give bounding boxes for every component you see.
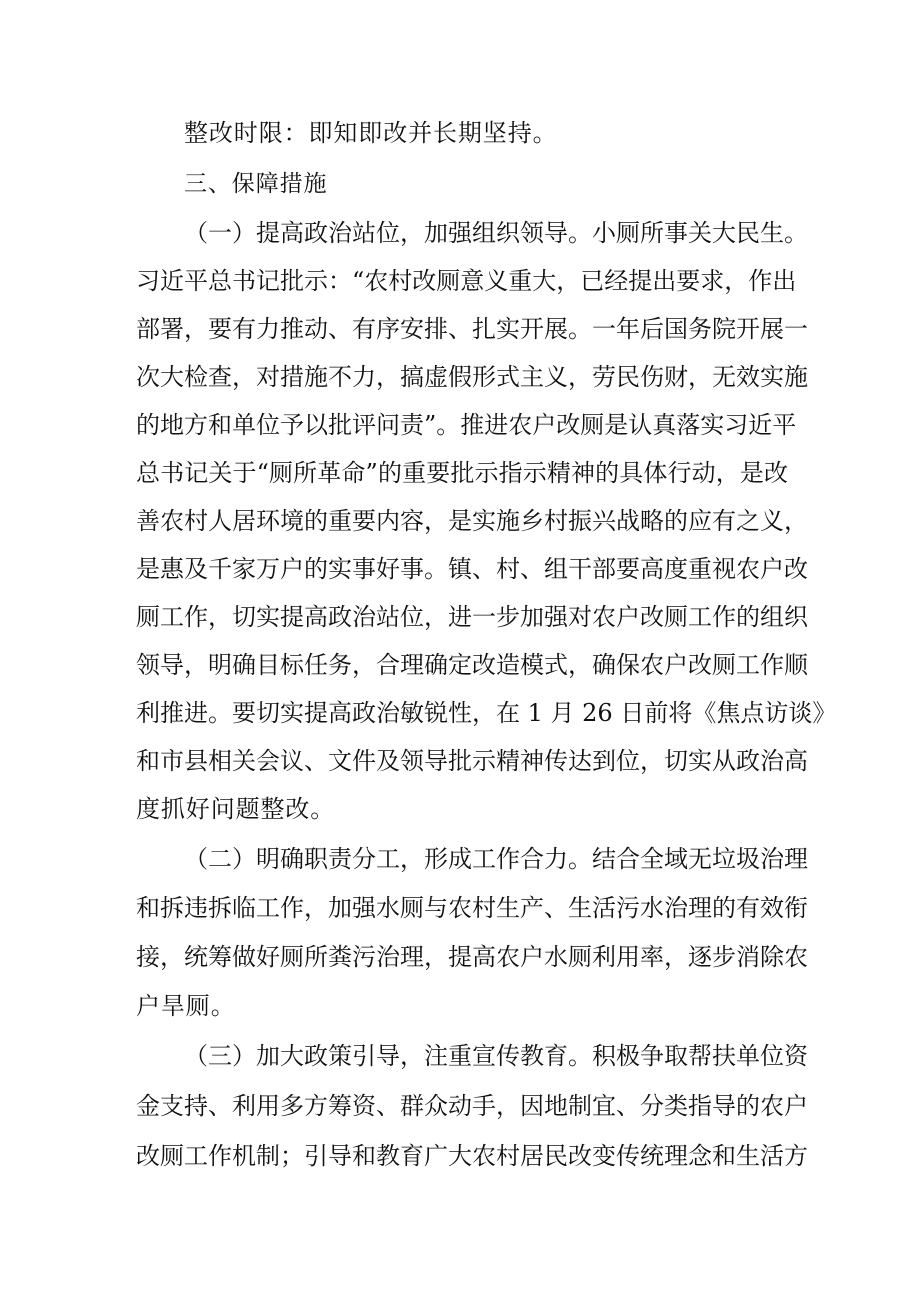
deadline-line: 整改时限：即知即改并长期坚持。 (184, 119, 558, 147)
paragraph-3-line: 改厕工作机制；引导和教育广大农村居民改变传统理念和生活方 (136, 1142, 808, 1170)
paragraph-2-line: 和拆违拆临工作，加强水厕与农村生产、生活污水治理的有效衔 (136, 894, 808, 922)
paragraph-3-line: 金支持、利用多方筹资、群众动手，因地制宜、分类指导的农户 (136, 1092, 808, 1120)
paragraph-1-line: 善农村人居环境的重要内容，是实施乡村振兴战略的应有之义， (136, 507, 808, 535)
paragraph-1-line: 习近平总书记批示：“农村改厕意义重大，已经提出要求，作出 (136, 267, 797, 295)
paragraph-1-line: 厕工作，切实提高政治站位，进一步加强对农户改厕工作的组织 (136, 603, 808, 631)
paragraph-2-line: 户旱厕。 (136, 992, 236, 1020)
paragraph-1-line: 是惠及千家万户的实事好事。镇、村、组干部要高度重视农户改 (136, 555, 808, 583)
paragraph-1-line: （一）提高政治站位，加强组织领导。小厕所事关大民生。 (184, 219, 808, 247)
paragraph-1-line: 度抓好问题整改。 (136, 795, 336, 823)
paragraph-1-line: 的地方和单位予以批评问责”。推进农户改厕是认真落实习近平 (136, 411, 797, 439)
paragraph-1-line: 利推进。要切实提高政治敏锐性，在 1 月 26 日前将《焦点访谈》 (136, 699, 837, 727)
paragraph-1-line: 领导，明确目标任务，合理确定改造模式，确保农户改厕工作顺 (136, 651, 808, 679)
paragraph-2-line: 接，统筹做好厕所粪污治理，提高农户水厕利用率，逐步消除农 (136, 943, 808, 971)
paragraph-1-line: 次大检查，对措施不力，搞虚假形式主义，劳民伤财，无效实施 (136, 363, 808, 391)
paragraph-3-line: （三）加大政策引导，注重宣传教育。积极争取帮扶单位资 (184, 1042, 808, 1070)
paragraph-2-line: （二）明确职责分工，形成工作合力。结合全域无垃圾治理 (184, 845, 808, 873)
paragraph-1-line: 和市县相关会议、文件及领导批示精神传达到位，切实从政治高 (136, 747, 808, 775)
paragraph-1-line: 部署，要有力推动、有序安排、扎实开展。一年后国务院开展一 (136, 315, 808, 343)
paragraph-1-line: 总书记关于“厕所革命”的重要批示指示精神的具体行动，是改 (136, 459, 788, 487)
section-heading: 三、保障措施 (184, 171, 328, 197)
